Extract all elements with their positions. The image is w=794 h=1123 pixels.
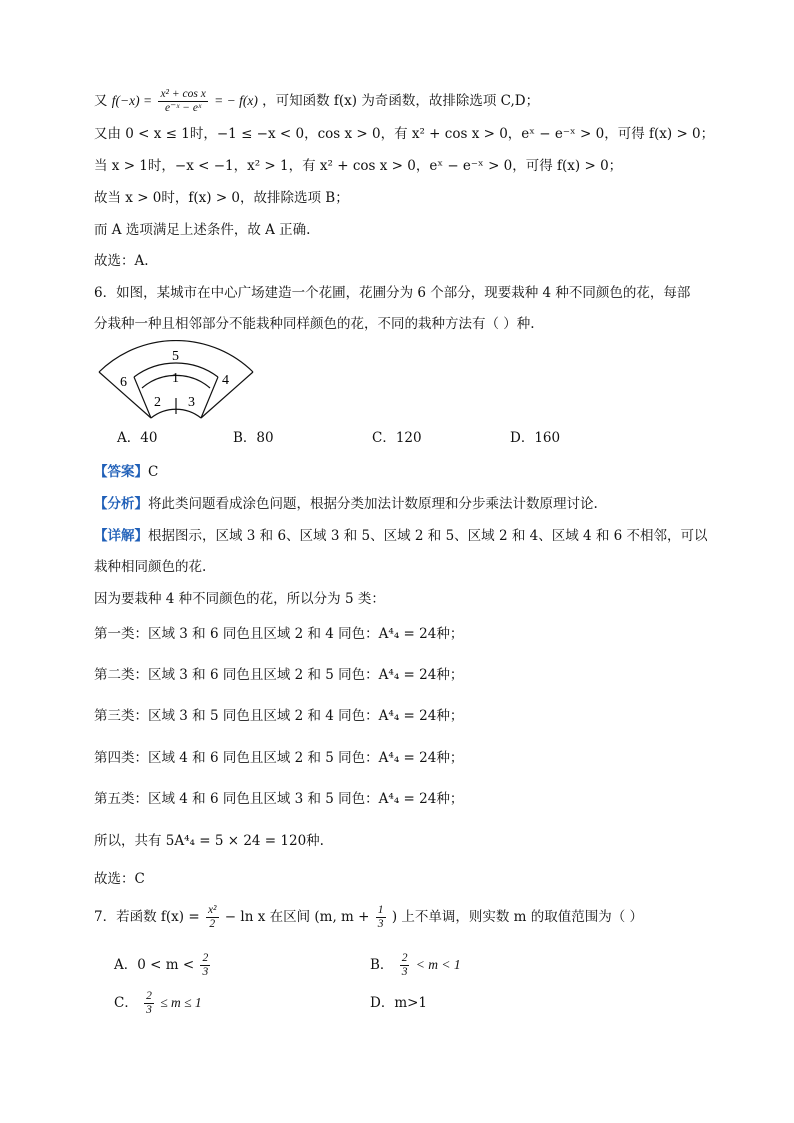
q7-opt-a-den: 3 [202, 966, 209, 978]
q6-analysis [94, 494, 598, 514]
q7-opt-c-fraction [144, 990, 154, 1017]
q6-case-5: 第五类：区域 4 和 6 同色且区域 3 和 5 同色：A⁴₄ = 24种； [94, 791, 464, 807]
q6-case-4: 第四类：区域 4 和 6 同色且区域 2 和 5 同色：A⁴₄ = 24种； [94, 750, 464, 766]
q7-stem-prefix: 7．若函数 f(x) = [94, 909, 200, 925]
q7-stem-fraction [206, 904, 219, 931]
figure-label-2: 2 [154, 395, 161, 410]
q7-opt-b-den: 3 [401, 966, 408, 978]
analysis-tag: 【分析】 [94, 496, 148, 512]
text-prefix: 又 [94, 93, 108, 109]
q7-frac-num: x² [207, 904, 217, 916]
solution-line-6: 故选：A. [94, 253, 149, 269]
q6-answer [94, 462, 158, 482]
q6-detail-1 [94, 526, 708, 546]
q7-opt-c-den: 3 [146, 1004, 152, 1016]
q7-opt-c-suffix: ≤ m ≤ 1 [160, 995, 202, 1010]
q6-stem-line-1: 6．如图，某城市在中心广场建造一个花圃，花圃分为 6 个部分，现要栽种 4 种不同颜色的花，每部 [94, 285, 691, 301]
q7-frac2-den: 3 [377, 918, 384, 930]
figure-label-3: 3 [188, 395, 195, 410]
fraction-denominator: e⁻ˣ − eˣ [164, 102, 202, 114]
q7-frac2-num: 1 [377, 904, 384, 916]
detail-tag: 【详解】 [94, 528, 148, 544]
q6-option-c: C．120 [372, 430, 422, 446]
q7-opt-a-num: 2 [202, 952, 209, 964]
q7-opt-a-fraction [200, 952, 210, 979]
figure-label-4: 4 [222, 373, 229, 388]
q6-total: 所以，共有 5A⁴₄ = 5 × 24 = 120种. [94, 833, 324, 849]
q7-opt-b-fraction [400, 952, 410, 979]
q6-case-1: 第一类：区域 3 和 6 同色且区域 2 和 4 同色：A⁴₄ = 24种； [94, 626, 464, 642]
flower-bed-figure [96, 340, 256, 420]
q7-option-d: D．m>1 [370, 995, 428, 1011]
solution-line-4: 故当 x > 0时，f(x) > 0，故排除选项 B； [94, 190, 349, 206]
q6-option-a: A．40 [117, 430, 158, 446]
detail-text: 根据图示，区域 3 和 6、区域 3 和 5、区域 2 和 5、区域 2 和 4、区域 4 和 6 不相邻，可以 [148, 528, 708, 544]
q6-option-d: D．160 [510, 430, 561, 446]
q7-opt-b-num: 2 [401, 952, 408, 964]
answer-tag: 【答案】 [94, 464, 148, 480]
q7-option-c [114, 990, 202, 1017]
answer-value: C [148, 464, 159, 480]
solution-line-5: 而 A 选项满足上述条件，故 A 正确. [94, 222, 311, 238]
q6-detail-2: 栽种相同颜色的花. [94, 559, 207, 575]
q7-option-b [370, 952, 461, 979]
q7-opt-b-prefix: B． [370, 957, 394, 973]
fraction-numerator: x² + cos x [160, 88, 206, 100]
q7-opt-b-suffix: < m < 1 [415, 957, 461, 972]
q7-frac-den: 2 [209, 918, 216, 930]
q6-option-b: B．80 [233, 430, 274, 446]
figure-label-1: 1 [172, 371, 179, 386]
q7-opt-a-prefix: A．0 < m < [114, 957, 195, 973]
q7-stem-mid: − ln x 在区间 (m, m + [224, 909, 370, 925]
q7-stem [94, 904, 643, 931]
text-conclusion: ，可知函数 f(x) 为奇函数，故排除选项 C,D； [262, 93, 540, 109]
q6-case-3: 第三类：区域 3 和 5 同色且区域 2 和 4 同色：A⁴₄ = 24种； [94, 708, 464, 724]
math-lhs: f(−x) = [111, 93, 153, 108]
q7-option-a [114, 952, 212, 979]
solution-line-3: 当 x > 1时，−x < −1，x² > 1，有 x² + cos x > 0，eˣ − e⁻ˣ > 0，可得 f(x) > 0； [94, 158, 623, 174]
figure-label-6: 6 [120, 375, 127, 390]
q7-stem-fraction-2 [376, 904, 386, 931]
q6-case-2: 第二类：区域 3 和 6 同色且区域 2 和 5 同色：A⁴₄ = 24种； [94, 667, 464, 683]
analysis-text: 将此类问题看成涂色问题，根据分类加法计数原理和分步乘法计数原理讨论. [148, 496, 598, 512]
q6-detail-3: 因为要栽种 4 种不同颜色的花，所以分为 5 类： [94, 591, 385, 607]
q6-stem-line-2: 分栽种一种且相邻部分不能栽种同样颜色的花，不同的栽种方法有（ ）种. [94, 316, 535, 332]
q7-opt-c-num: 2 [146, 990, 152, 1002]
q7-opt-c-prefix: C． [114, 995, 138, 1011]
q6-choose: 故选：C [94, 871, 145, 887]
solution-line-2: 又由 0 < x ≤ 1时，−1 ≤ −x < 0，cos x > 0，有 x² + cos x > 0，eˣ − e⁻ˣ > 0，可得 f(x) > 0； [94, 126, 715, 142]
solution-line-1 [94, 88, 539, 115]
q7-stem-suffix: ) 上不单调，则实数 m 的取值范围为（ ） [391, 909, 644, 925]
figure-label-5: 5 [172, 349, 179, 364]
math-rhs: = − f(x) [214, 93, 258, 108]
fraction [158, 88, 207, 115]
